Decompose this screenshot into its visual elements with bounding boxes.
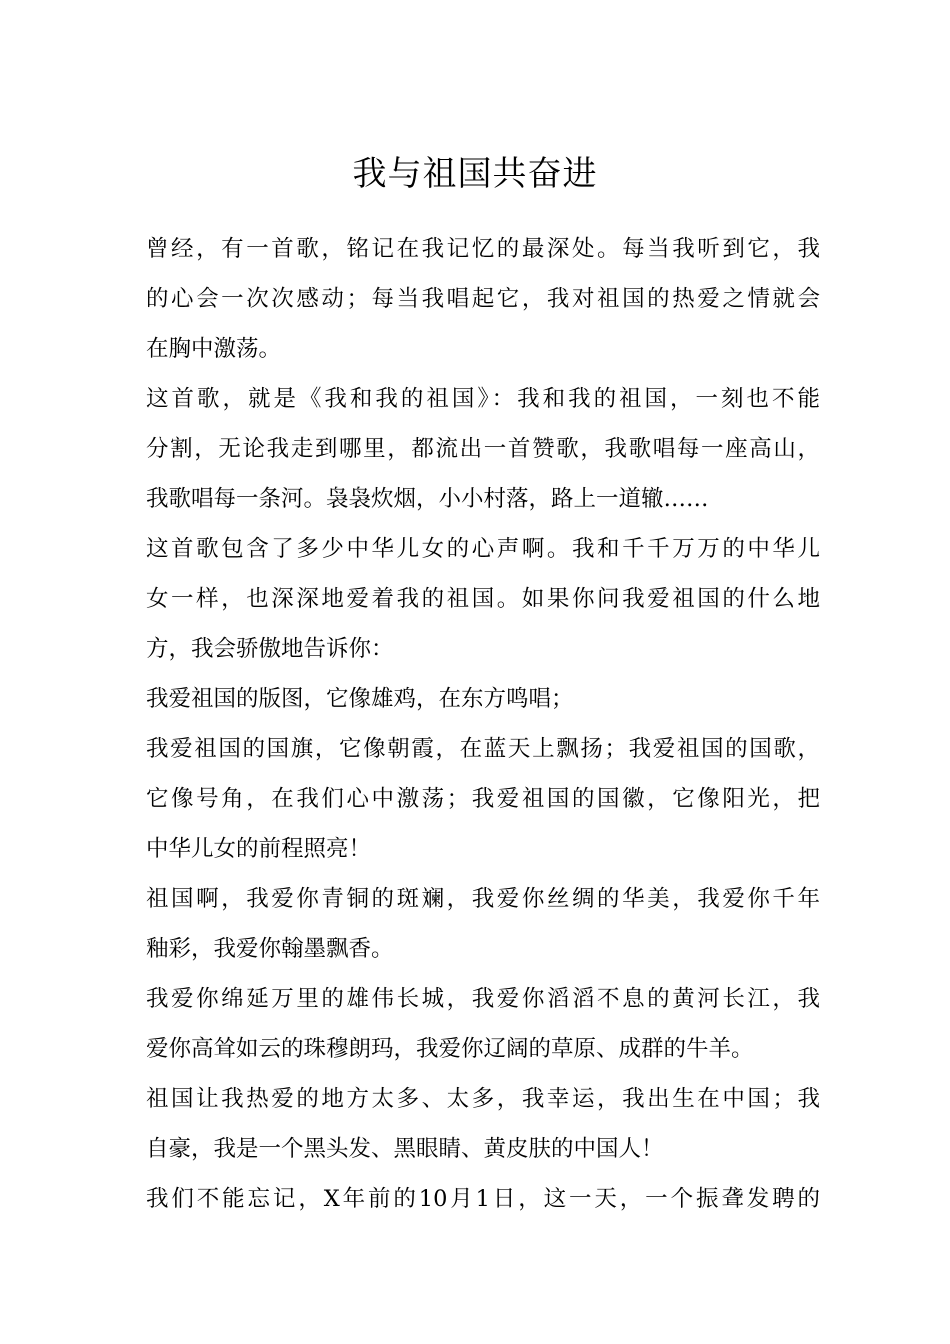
text-line: 这首歌，就是《我和我的祖国》：我和我的祖国，一刻也不能 — [146, 386, 820, 412]
text-line: 我爱你绵延万里的雄伟长城，我爱你滔滔不息的黄河长江，我 — [146, 986, 820, 1012]
text-line: 自豪，我是一个黑头发、黑眼睛、黄皮肤的中国人！ — [146, 1136, 664, 1162]
text-line: 爱你高耸如云的珠穆朗玛，我爱你辽阔的草原、成群的牛羊。 — [146, 1036, 754, 1062]
text-line: 在胸中激荡。 — [146, 336, 282, 362]
text-line: 方，我会骄傲地告诉你： — [146, 636, 394, 662]
text-line: 女一样，也深深地爱着我的祖国。如果你问我爱祖国的什么地 — [146, 586, 820, 612]
text-line: 中华儿女的前程照亮！ — [146, 836, 372, 862]
text-line: 祖国啊，我爱你青铜的斑斓，我爱你丝绸的华美，我爱你千年 — [146, 886, 820, 912]
text-line: 的心会一次次感动；每当我唱起它，我对祖国的热爱之情就会 — [146, 286, 820, 312]
text-line: 曾经，有一首歌，铭记在我记忆的最深处。每当我听到它，我 — [146, 236, 820, 262]
text-line: 我爱祖国的国旗，它像朝霞，在蓝天上飘扬；我爱祖国的国歌， — [146, 736, 820, 762]
text-line: 祖国让我热爱的地方太多、太多，我幸运，我出生在中国；我 — [146, 1086, 820, 1112]
text-line: 我歌唱每一条河。袅袅炊烟，小小村落，路上一道辙…… — [146, 486, 709, 512]
text-line: 分割，无论我走到哪里，都流出一首赞歌，我歌唱每一座高山， — [146, 436, 820, 462]
text-line: 釉彩，我爱你翰墨飘香。 — [146, 936, 394, 962]
document-body — [146, 224, 820, 1224]
text-line: 它像号角，在我们心中激荡；我爱祖国的国徽，它像阳光，把 — [146, 786, 820, 812]
text-line: 我们不能忘记，X年前的10月1日，这一天，一个振聋发聘的 — [146, 1186, 820, 1212]
text-line: 这首歌包含了多少中华儿女的心声啊。我和千千万万的中华儿 — [146, 536, 820, 562]
document-title: 我与祖国共奋进 — [352, 153, 598, 194]
text-line: 我爱祖国的版图，它像雄鸡，在东方鸣唱； — [146, 686, 574, 712]
